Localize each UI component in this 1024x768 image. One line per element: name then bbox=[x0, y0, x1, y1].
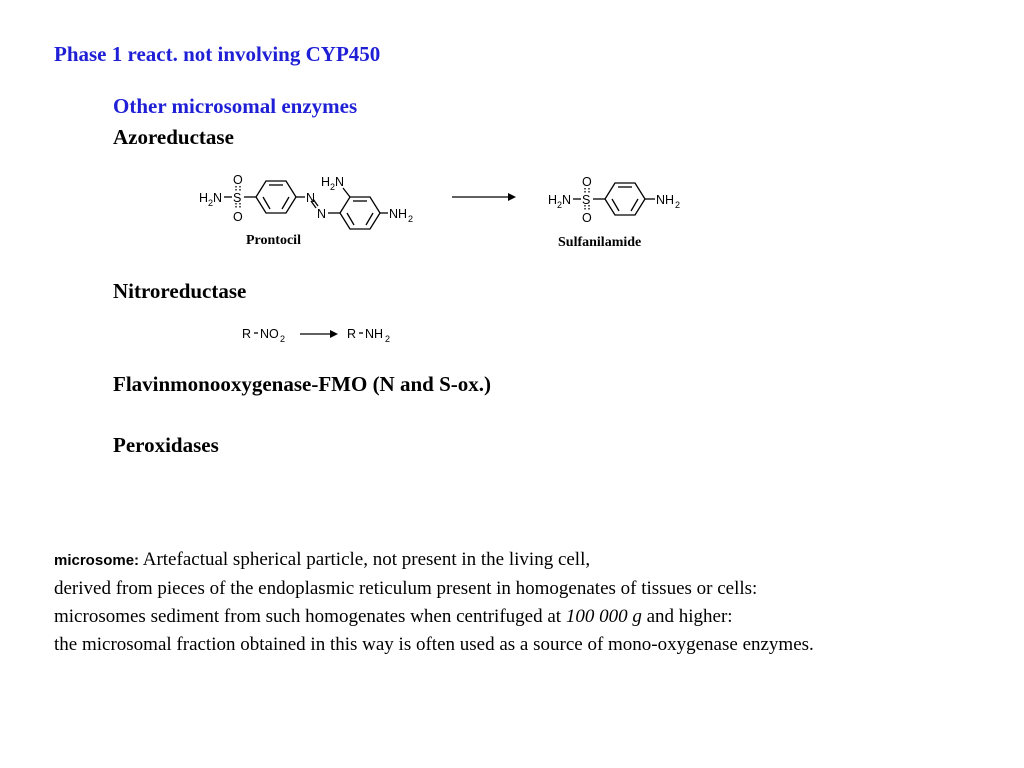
heading-azoreductase: Azoreductase bbox=[113, 125, 234, 149]
svg-text:N: N bbox=[335, 175, 345, 189]
definition-line-2: derived from pieces of the endoplasmic reticulum present in homogenates of tissues or cells: bbox=[54, 578, 758, 599]
svg-text:NH: NH bbox=[389, 207, 408, 221]
svg-text:2: 2 bbox=[408, 214, 414, 224]
svg-text:N: N bbox=[213, 191, 223, 205]
svg-text:NO: NO bbox=[260, 327, 279, 341]
definition-line-3 bbox=[54, 603, 814, 631]
svg-text:2: 2 bbox=[675, 200, 681, 210]
svg-text:O: O bbox=[582, 175, 592, 189]
svg-text:H: H bbox=[321, 175, 331, 189]
svg-text:2: 2 bbox=[385, 334, 391, 344]
svg-text:H: H bbox=[548, 193, 558, 207]
svg-text:2: 2 bbox=[557, 200, 563, 210]
svg-text:2: 2 bbox=[280, 334, 286, 344]
svg-text:NH: NH bbox=[365, 327, 384, 341]
svg-text:H: H bbox=[199, 191, 209, 205]
svg-text:2: 2 bbox=[208, 198, 214, 208]
svg-text:O: O bbox=[582, 211, 592, 225]
slide-title: Phase 1 react. not involving CYP450 bbox=[54, 42, 381, 66]
svg-text:S: S bbox=[233, 191, 242, 205]
definition-text-3a: microsomes sediment from such homogenates when centrifuged at bbox=[54, 606, 566, 627]
heading-peroxidases: Peroxidases bbox=[113, 433, 219, 457]
definition-text-1: Artefactual spherical particle, not present in the living cell, bbox=[142, 549, 591, 570]
subtitle: Other microsomal enzymes bbox=[113, 94, 358, 118]
svg-text:NH: NH bbox=[656, 193, 675, 207]
microsome-definition bbox=[54, 546, 814, 659]
definition-line-4: the microsomal fraction obtained in this way is often used as a source of mono-oxygenase enzymes. bbox=[54, 634, 814, 655]
heading-fmo: Flavinmonooxygenase-FMO (N and S-ox.) bbox=[113, 372, 491, 396]
svg-text:O: O bbox=[233, 173, 243, 187]
heading-nitroreductase: Nitroreductase bbox=[113, 279, 247, 303]
svg-text:R: R bbox=[347, 327, 357, 341]
svg-text:N: N bbox=[317, 207, 327, 221]
svg-text:O: O bbox=[233, 210, 243, 224]
definition-line-1 bbox=[54, 546, 814, 575]
svg-text:R: R bbox=[242, 327, 252, 341]
svg-text:2: 2 bbox=[330, 182, 336, 192]
svg-text:N: N bbox=[562, 193, 572, 207]
svg-text:N: N bbox=[306, 191, 316, 205]
svg-text:S: S bbox=[582, 193, 591, 207]
definition-text-3-italic: 100 000 g bbox=[565, 606, 642, 627]
definition-term: microsome: bbox=[54, 552, 140, 569]
definition-text-3b: and higher: bbox=[641, 606, 733, 627]
prontocil-label: Prontocil bbox=[246, 233, 301, 248]
sulfanilamide-label: Sulfanilamide bbox=[558, 235, 642, 250]
